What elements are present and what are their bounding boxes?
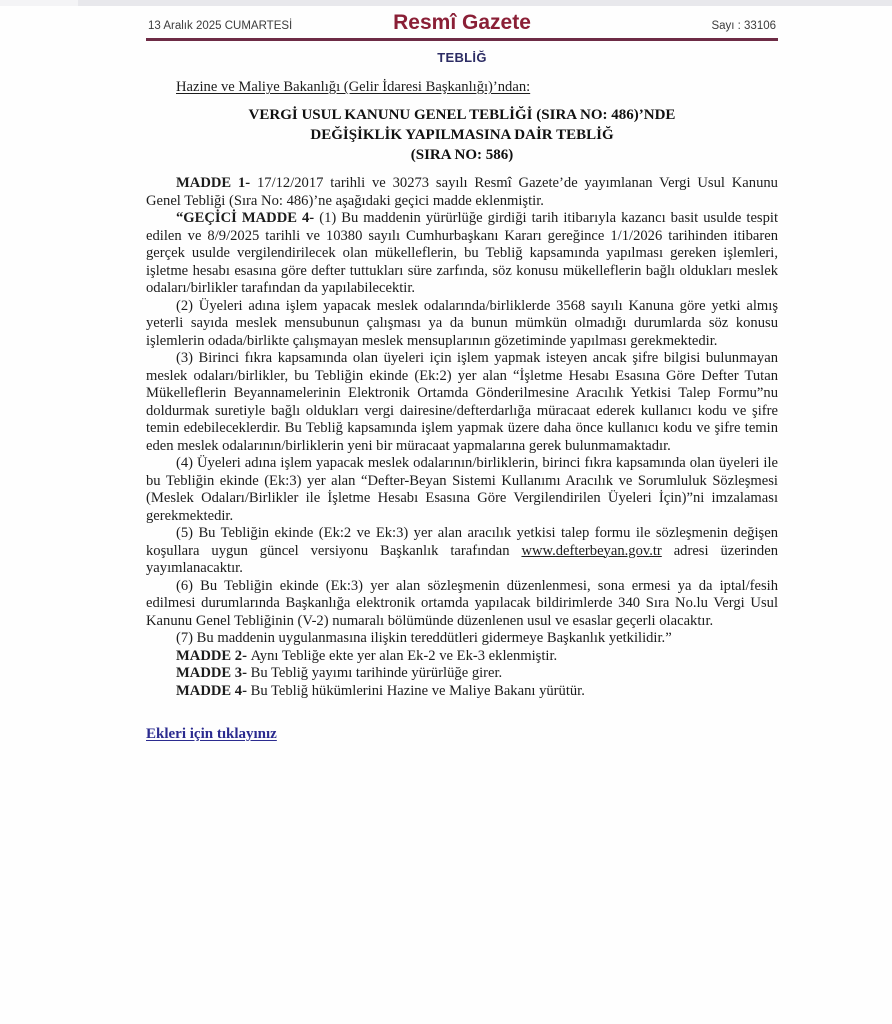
document-title (146, 105, 778, 165)
bold-leadin: MADDE 3- (176, 665, 251, 681)
text-run: Aynı Tebliğe ekte yer alan Ek-2 ve Ek-3 eklenmiştir. (250, 647, 558, 664)
gazette-issue-number: Sayı : 33106 (711, 20, 777, 32)
text-run: (7) Bu maddenin uygulanmasına ilişkin tereddütleri gidermeye Başkanlık yetkilidir.” (176, 630, 672, 646)
bold-leadin: MADDE 1- (176, 175, 257, 191)
text-run: 17/12/2017 tarihli ve 30273 sayılı Resmî Gazete’de yayımlanan Vergi Usul Kanunu Genel Tebliği (Sıra No: 486)’ne aşağıdaki geçici madde eklenmiştir. (146, 175, 778, 209)
text-run: (3) Birinci fıkra kapsamında olan üyeleri için işlem yapmak isteyen ancak şifre bilgisi bulunmayan meslek odaları/birlikler, bu Tebliğin ekinde (Ek:2) yer alan “İşletme Hesabı Esasına Göre Defter Tutan Mükelleflerin Beyannamelerinin Elektronik Ortamda Gönderilmesine Aracılık Yetkisi Talep Formu”nu doldurmak suretiyle bağlı oldukları vergi dairesine/defterdarlığa müracaat ederek kullanıcı kodu ve şifre temin edebileceklerdir. Bu Tebliğ kapsamında işlem yapmak üzere daha önce kullanıcı kodu ve şifre temin eden meslek odalarının/birliklerin yeni bir müracaat yapmalarına gerek bulunmamaktadır. (146, 350, 778, 454)
section-label: TEBLİĞ (437, 50, 487, 65)
bold-leadin: MADDE 4- (176, 682, 251, 699)
document-title-line-1: VERGİ USUL KANUNU GENEL TEBLİĞİ (SIRA NO: 486)’NDE (248, 107, 676, 123)
paragraph (146, 665, 778, 683)
text-run: (2) Üyeleri adına işlem yapacak meslek odalarında/birliklerde 3568 sayılı Kanuna göre yetki almış yeterli sayıda meslek mensubunun çalışması ya da bunun mümkün olmadığı durumlarda söz konusu işlemlerin odada/birlikte çalışmayan meslek mensuplarının gözetiminde yapılması gerekmektedir. (146, 297, 778, 349)
text-run: adresi üzerinden yayımlanacaktır. (146, 542, 778, 576)
gazette-masthead (146, 6, 778, 38)
inline-link[interactable]: www.defterbeyan.gov.tr (521, 542, 662, 559)
document-title-line-3: (SIRA NO: 586) (410, 147, 514, 163)
text-run: (1) Bu maddenin yürürlüğe girdiği tarih itibarıyla kazancı basit usulde tespit edilen ve 8/9/2025 tarihli ve 10380 sayılı Cumhurbaşkanı Kararı gereğince 1/1/2026 tarihinden itibaren gerçek usulde vergilendirilecek olan mükelleflerin, bu Tebliğ kapsamında yapılması gereken işlemleri, işletme hesabı esasına göre defter tuttukları süre zarfında, söz konusu mükelleflerin bağlı oldukları meslek odaları/birlikler tarafından da yapılabilecektir. (146, 210, 779, 296)
paragraph (146, 578, 778, 631)
document-title-line-2: DEĞİŞİKLİK YAPILMASINA DAİR TEBLİĞ (310, 127, 614, 143)
text-run: (5) Bu Tebliğin ekinde (Ek:2 ve Ek:3) yer alan aracılık yetkisi talep formu ile sözleşmenin değişen koşullara uygun güncel versiyonu Başkanlık tarafından (146, 525, 778, 559)
paragraph (146, 630, 778, 648)
issuing-authority: Hazine ve Maliye Bakanlığı (Gelir İdaresi Başkanlığı)’ndan: (176, 79, 531, 95)
paragraph (146, 298, 778, 351)
paragraph (146, 210, 778, 298)
text-run: (4) Üyeleri adına işlem yapacak meslek odalarının/birliklerin, birinci fıkra kapsamında olan üyeleri ile bu Tebliğin ekinde (Ek:3) yer alan “Defter-Beyan Sistemi Kullanımı Aracılık ve Sorumluluk Sözleşmesi (Meslek Odaları/Birlikler ile İşletme Hesabı Esasına Göre Vergilendirilen Üyeleri İçin)”ni imzalaması gerekmektedir. (146, 455, 778, 524)
paragraph (146, 350, 778, 455)
text-run: Bu Tebliğ hükümlerini Hazine ve Maliye Bakanı yürütür. (250, 682, 585, 699)
attachments-link[interactable]: Ekleri için tıklayınız (146, 726, 277, 742)
document-body (146, 175, 778, 700)
gazette-date: 13 Aralık 2025 CUMARTESİ (148, 20, 293, 32)
bold-leadin: “GEÇİCİ MADDE 4- (176, 210, 320, 226)
paragraph (146, 648, 778, 666)
masthead-rule (146, 38, 778, 41)
paragraph (146, 455, 778, 525)
text-run: (6) Bu Tebliğin ekinde (Ek:3) yer alan sözleşmenin düzenlenmesi, sona ermesi ya da iptal/fesih edilmesi durumlarında Başkanlığa elektronik ortamda yapılacak bildirimlerde 340 Sıra No.lu Vergi Usul Kanunu Genel Tebliğinin (V-2) numaralı bölümünde düzenlenen usul ve esaslar geçerli olacaktır. (146, 577, 778, 629)
gazette-title: Resmî Gazete (393, 11, 531, 34)
paragraph (146, 683, 778, 701)
text-run: Bu Tebliğ yayımı tarihinde yürürlüğe girer. (250, 665, 503, 681)
page-content (146, 6, 778, 743)
paragraph (146, 525, 778, 578)
paragraph (146, 175, 778, 210)
bold-leadin: MADDE 2- (176, 647, 251, 664)
